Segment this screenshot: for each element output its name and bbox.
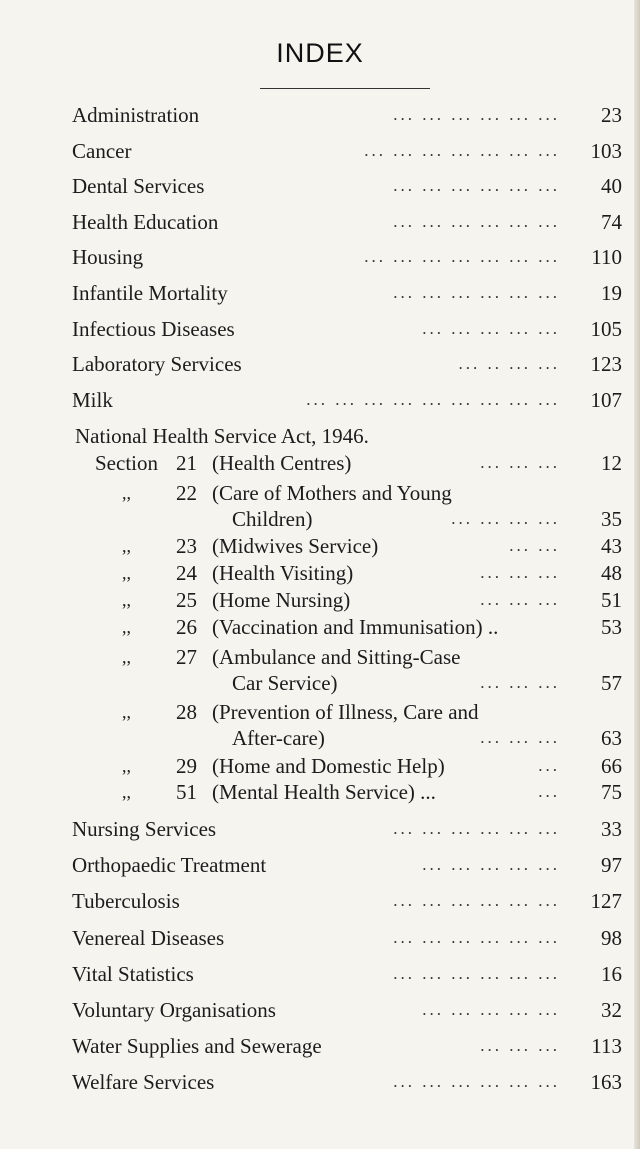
section-number: 23 — [176, 534, 197, 558]
leader-dots: ... ... ... ... ... ... — [393, 927, 560, 947]
nhs-section — [0, 778, 622, 806]
entry-page: 40 — [601, 174, 622, 199]
entry-page: 123 — [590, 352, 622, 377]
nhs-section — [0, 586, 622, 614]
section-page: 43 — [601, 534, 622, 558]
nhs-section — [0, 532, 622, 560]
section-number: 29 — [176, 754, 197, 778]
section-title-cont: Car Service) — [232, 671, 338, 695]
entry-label: Health Education — [72, 209, 219, 234]
section-page: 63 — [601, 726, 622, 750]
entry-page: 113 — [591, 1034, 622, 1059]
entry-label: Housing — [72, 245, 144, 270]
leader-dots: ... ... ... ... ... ... — [393, 211, 560, 231]
index-entry — [72, 887, 622, 915]
index-entry — [72, 101, 622, 129]
leader-dots: ... ... ... ... ... ... — [393, 176, 560, 196]
section-number: 26 — [176, 615, 197, 639]
index-entry — [72, 279, 622, 307]
entry-page: 98 — [601, 925, 622, 950]
leader-dots: ... .. ... ... — [458, 354, 560, 374]
leader-dots: ... — [538, 782, 560, 801]
section-title: (Prevention of Illness, Care and — [212, 700, 479, 724]
entry-label: Administration — [72, 103, 200, 127]
entry-label: Venereal Diseases — [72, 925, 225, 950]
section-page: 51 — [601, 588, 622, 612]
section-number: 21 — [176, 451, 197, 475]
entry-page: 16 — [601, 961, 622, 986]
section-word: Section — [95, 451, 158, 475]
section-title-cont: After-care) — [232, 726, 325, 750]
section-number: 28 — [176, 700, 197, 724]
index-entry — [72, 243, 622, 271]
entry-label: Water Supplies and Sewerage — [72, 1034, 322, 1059]
entry-label: Nursing Services — [72, 817, 217, 841]
section-title: (Vaccination and Immunisation) .. — [212, 615, 499, 639]
entry-label: Infantile Mortality — [72, 281, 228, 305]
section-page: 48 — [601, 561, 622, 585]
section-title: (Ambulance and Sitting-Case — [212, 645, 461, 669]
nhs-section — [0, 449, 622, 477]
section-title: (Home and Domestic Help) — [212, 754, 445, 778]
section-title: (Care of Mothers and Young — [212, 481, 452, 505]
section-title: (Mental Health Service) ... — [212, 780, 436, 804]
ditto-mark: ,, — [122, 782, 131, 802]
section-number: 22 — [176, 481, 197, 505]
entry-page: 19 — [601, 281, 622, 305]
entry-page: 110 — [591, 245, 622, 270]
leader-dots: ... ... ... ... ... — [422, 1000, 560, 1019]
entry-page: 32 — [601, 998, 622, 1022]
nhs-section — [0, 559, 622, 587]
index-entry — [72, 996, 622, 1024]
section-number: 25 — [176, 588, 197, 612]
entry-page: 163 — [590, 1070, 622, 1095]
entry-page: 127 — [590, 889, 622, 914]
leader-dots: ... ... ... ... ... ... ... — [364, 140, 560, 160]
index-entry — [72, 960, 622, 988]
leader-dots: ... ... ... — [480, 590, 560, 609]
leader-dots: ... ... ... — [480, 563, 560, 582]
entry-label: Milk — [72, 387, 113, 412]
section-page: 66 — [601, 754, 622, 778]
leader-dots: ... ... ... ... ... — [422, 318, 560, 338]
ditto-mark: ,, — [122, 563, 131, 583]
nhs-heading: National Health Service Act, 1946. — [75, 424, 369, 448]
ditto-mark: ,, — [122, 617, 131, 637]
section-title: (Home Nursing) — [212, 588, 351, 612]
leader-dots: ... ... ... ... ... ... — [393, 891, 560, 911]
nhs-section — [0, 643, 622, 699]
index-entry — [72, 851, 622, 879]
section-page: 53 — [601, 615, 622, 639]
entry-page: 97 — [601, 853, 622, 878]
entry-label: Cancer — [72, 138, 132, 163]
leader-dots: ... ... ... ... — [451, 509, 560, 528]
section-number: 27 — [176, 645, 197, 669]
entry-label: Voluntary Organisations — [72, 998, 276, 1022]
entry-page: 23 — [601, 103, 622, 127]
index-entry — [72, 315, 622, 343]
section-page: 57 — [601, 671, 622, 695]
index-entry — [72, 1068, 622, 1096]
leader-dots: ... ... ... ... ... ... ... — [364, 247, 560, 267]
entry-page: 74 — [601, 209, 622, 234]
entry-label: Dental Services — [72, 174, 205, 199]
nhs-section — [0, 479, 622, 535]
ditto-mark: ,, — [122, 647, 131, 667]
title-rule — [260, 88, 430, 89]
entry-page: 103 — [590, 138, 622, 163]
section-page: 75 — [601, 780, 622, 804]
entry-page: 107 — [590, 387, 622, 412]
index-entry — [72, 137, 622, 165]
section-title: (Health Visiting) — [212, 561, 354, 585]
index-entry — [72, 172, 622, 200]
section-page: 35 — [601, 507, 622, 531]
entry-label: Infectious Diseases — [72, 316, 235, 341]
entry-page: 33 — [601, 817, 622, 841]
leader-dots: ... — [538, 756, 560, 775]
ditto-mark: ,, — [122, 536, 131, 556]
index-entry — [72, 350, 622, 378]
index-entry — [72, 815, 622, 843]
leader-dots: ... ... ... ... ... — [422, 855, 560, 875]
ditto-mark: ,, — [122, 590, 131, 610]
leader-dots: ... ... ... ... ... ... — [393, 819, 560, 838]
leader-dots: ... ... ... ... ... ... — [393, 283, 560, 302]
section-number: 51 — [176, 780, 197, 804]
leader-dots: ... ... ... — [480, 728, 560, 747]
index-entry — [72, 386, 622, 414]
entry-label: Vital Statistics — [72, 961, 194, 986]
entry-label: Laboratory Services — [72, 352, 242, 377]
leader-dots: ... ... — [509, 536, 560, 555]
leader-dots: ... ... ... — [480, 1036, 560, 1056]
index-entry — [72, 208, 622, 236]
section-title: (Health Centres) — [212, 451, 352, 475]
entry-label: Tuberculosis — [72, 889, 180, 914]
ditto-mark: ,, — [122, 756, 131, 776]
index-entry — [72, 924, 622, 952]
ditto-mark: ,, — [122, 483, 131, 503]
leader-dots: ... ... ... ... ... ... — [393, 105, 560, 124]
ditto-mark: ,, — [122, 702, 131, 722]
entry-page: 105 — [590, 316, 622, 341]
section-title: (Midwives Service) — [212, 534, 379, 558]
leader-dots: ... ... ... ... ... ... — [393, 963, 560, 983]
section-page: 12 — [601, 451, 622, 475]
page-title: INDEX — [276, 38, 364, 68]
entry-label: Welfare Services — [72, 1070, 215, 1095]
leader-dots: ... ... ... ... ... ... — [393, 1072, 560, 1092]
page-edge — [634, 0, 640, 1149]
leader-dots: ... ... ... — [480, 673, 560, 692]
leader-dots: ... ... ... ... ... ... ... ... ... — [306, 389, 560, 409]
nhs-section — [0, 613, 622, 641]
section-number: 24 — [176, 561, 197, 585]
nhs-section — [0, 698, 622, 754]
leader-dots: ... ... ... — [480, 453, 560, 472]
entry-label: Orthopaedic Treatment — [72, 853, 267, 878]
section-title-cont: Children) — [232, 507, 313, 531]
index-entry — [72, 1032, 622, 1060]
nhs-section — [0, 752, 622, 780]
